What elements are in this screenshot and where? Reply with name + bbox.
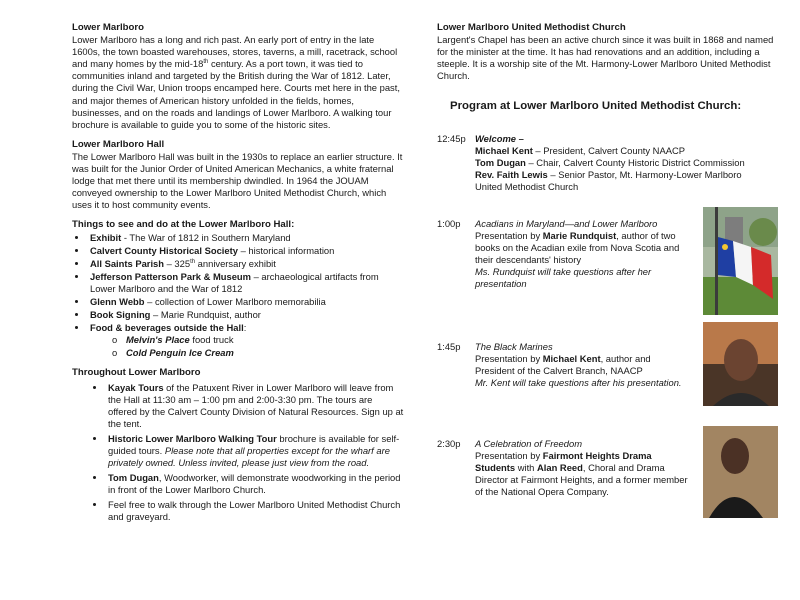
church-text: Largent's Chapel has been an active church since it was built in 1868 and named for the minister at the time. It has had renovations and an addition, including a steeple. It is a worship site of the Mt. Harmony-Lower Marlboro United Methodist Church. [437,34,774,82]
program-note: Mr. Kent will take questions after his presentation. [475,376,682,388]
program-time: 1:45p [437,340,461,352]
list-item: • Book Signing – Marie Rundquist, author [88,309,404,321]
list-item: • Feel free to walk through the Lower Marlboro United Methodist Church and graveyard. [106,499,404,523]
portrait-image [703,426,778,518]
acadian-flag-photo [703,207,778,315]
list-item: • Jefferson Patterson Park & Museum – archaeological artifacts from Lower Marlboro and the War of 1812 [88,271,404,295]
church-section [437,22,782,82]
program-time: 1:00p [437,217,461,229]
program-desc [475,341,687,389]
intro-title: Lower Marlboro [72,22,144,33]
program-title: Program at Lower Marlboro United Methodist Church: [450,100,742,113]
throughout-list [72,382,404,524]
list-item: • All Saints Parish – 325th anniversary exhibit [88,258,404,270]
church-title: Lower Marlboro United Methodist Church [437,22,626,33]
list-item: o Melvin's Place food truck [110,334,404,346]
program-time: 2:30p [437,437,461,449]
program-presenter: Presentation by Fairmont Heights Drama Students with Alan Reed, Choral and Drama Director at Fairmont Heights, and a former member of the National Opera Company. [475,449,688,497]
throughout-title: Throughout Lower Marlboro [72,367,201,379]
food-sublist [90,334,404,359]
things-title: Things to see and do at the Lower Marlboro Hall: [72,219,295,231]
list-item: • Historic Lower Marlboro Walking Tour brochure is available for self-guided tours. Please note that all properties except for the wharf are privately owned. Unless invited, please just view from the road. [106,433,404,469]
speaker-line: Michael Kent – President, Calvert County NAACP [475,144,685,156]
hall-text: The Lower Marlboro Hall was built in the 1930s to replace an earlier structure. It was built for the Junior Order of United American Mechanics, a white fraternal lodge that met there until its membership dwindled. In 1964 the JOUAM conveyed ownership to the Lower Marlboro United Methodist Church, which uses it to host community events. [72,150,403,211]
list-item: • Calvert County Historical Society – historical information [88,245,404,257]
intro-section [72,22,404,131]
list-item: • Food & beverages outside the Hall: o Melvin's Place food truck o Cold Penguin Ice Cream [88,322,404,359]
michael-kent-photo [703,322,778,406]
program-presenter: Presentation by Michael Kent, author and President of the Calvert Branch, NAACP [475,352,651,376]
program-time: 12:45p [437,132,466,144]
throughout-section [72,367,404,523]
left-column [72,22,404,532]
alan-reed-photo [703,426,778,518]
hall-title: Lower Marlboro Hall [72,138,165,150]
list-item: • Tom Dugan, Woodworker, will demonstrate woodworking in the period in front of the Lower Marlboro Church. [106,472,404,496]
speaker-line: Rev. Faith Lewis – Senior Pastor, Mt. Harmony-Lower Marlboro United Methodist Church [475,168,742,192]
things-section [72,219,404,359]
intro-text: Lower Marlboro has a long and rich past. An early port of entry in the late 1600s, the town boasted warehouses, stores, taverns, a mill, racetrack, school and many homes by the mid-18th century. As a port town, it was tied to communities inland and targeted by the British during the War of 1812. Later, during the Civil War, Union troops encamped here. Courts met here in the past, and major themes of American history unfolded in the fields, homes, businesses, and on the roads and landings of Lower Marlboro. A walking tour brochure is available to guide you to some of the historic sites. [72,34,400,130]
speaker-line: Tom Dugan – Chair, Calvert County Historic District Commission [475,156,745,168]
things-list [72,232,404,360]
program-session-title: Acadians in Maryland—and Lower Marlboro [475,217,658,229]
list-item: • Exhibit - The War of 1812 in Southern Maryland [88,232,404,244]
program-desc [475,438,691,498]
program-session-title: The Black Marines [475,340,553,352]
list-item: • Glenn Webb – collection of Lower Marlboro memorabilia [88,296,404,308]
flag-image [703,207,778,315]
program-title-welcome: Welcome – [475,132,524,144]
portrait-image [703,322,778,406]
program-desc [475,133,745,193]
program-note: Ms. Rundquist will take questions after her presentation [475,265,652,290]
hall-section [72,139,404,212]
list-item: • Kayak Tours of the Patuxent River in Lower Marlboro will leave from the Hall at 11:30 am – 1:00 pm and 2:00-3:30 pm. The tours are offered by the Calvert County Division of Natural Resources. Sign up at the tent. [106,382,404,430]
program-presenter: Presentation by Marie Rundquist, author of two books on the Acadian exile from Nova Scotia and their descendants' history [475,229,680,265]
program-session-title: A Celebration of Freedom [475,437,582,449]
list-item: o Cold Penguin Ice Cream [110,347,404,359]
program-desc [475,218,687,291]
